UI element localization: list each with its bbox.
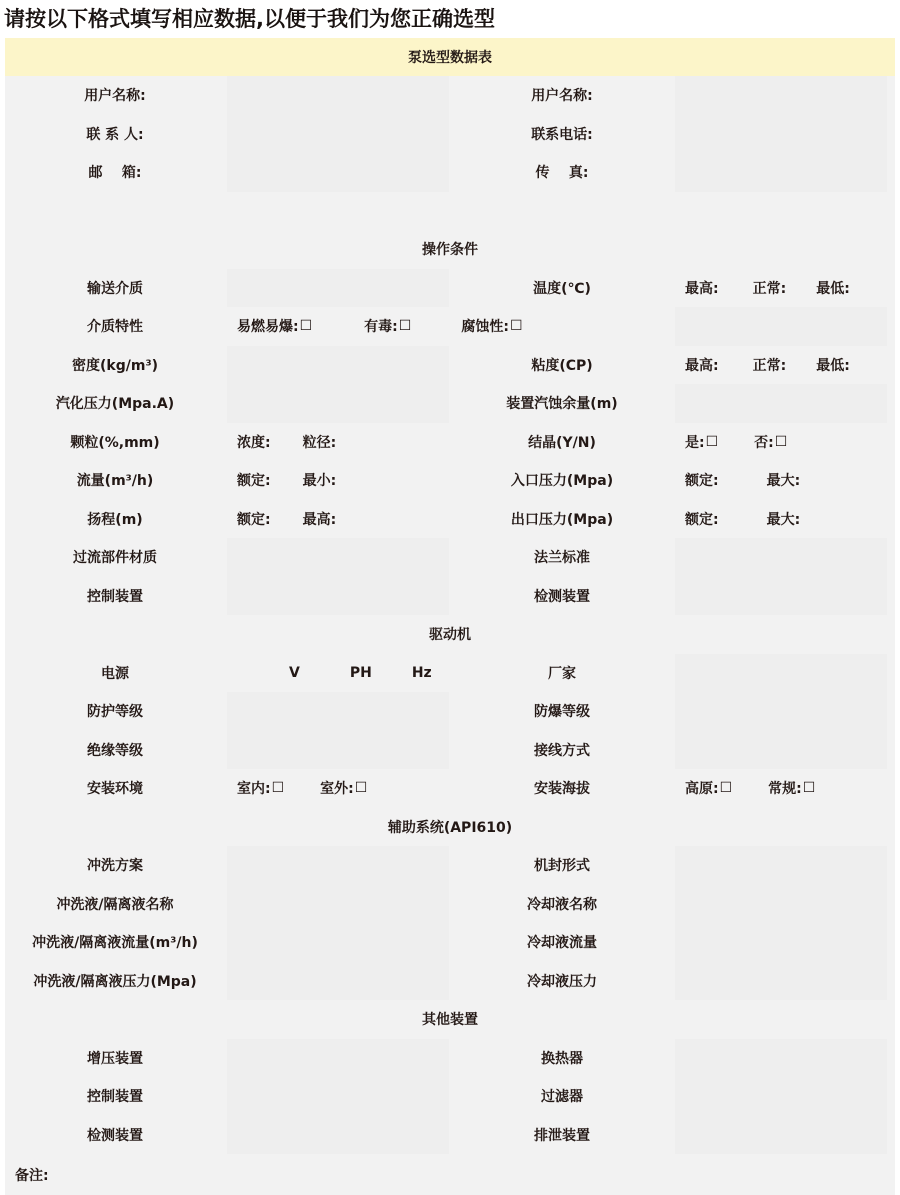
table-title: 泵选型数据表 (5, 38, 895, 76)
medium-label: 输送介质 (87, 280, 143, 297)
max-label: 最高: (685, 280, 719, 297)
flush-pressure-input[interactable] (227, 962, 449, 1001)
filter-input[interactable] (675, 1077, 887, 1116)
density-input[interactable] (227, 346, 449, 385)
corrosive-checkbox[interactable]: ☐ (509, 318, 523, 335)
flush-plan-input[interactable] (227, 846, 449, 885)
flush-pressure-label: 冲洗液/隔离液压力(Mpa) (33, 973, 197, 990)
protection-label: 防护等级 (87, 704, 143, 721)
table-row (5, 307, 895, 346)
inlet-pressure-values[interactable] (675, 461, 895, 500)
detection-label: 检测装置 (534, 588, 590, 605)
head-values[interactable] (227, 500, 449, 539)
environment-label: 安装环境 (87, 781, 143, 798)
outlet-pressure-label: 出口压力(Mpa) (510, 511, 614, 528)
rated-label: 额定: (685, 511, 719, 528)
flow-values[interactable] (227, 461, 449, 500)
contact-person-input[interactable] (227, 115, 449, 154)
maximum-label: 最大: (766, 473, 801, 490)
phone-label: 联系电话: (531, 126, 593, 143)
environment-options (227, 769, 449, 808)
flange-label: 法兰标准 (534, 550, 590, 567)
section-driver: 驱动机 (429, 627, 471, 644)
user-name-label: 用户名称: (84, 88, 146, 105)
wetted-material-input[interactable] (227, 538, 449, 577)
no-label: 否: (754, 434, 774, 451)
flush-name-label: 冲洗液/隔离液名称 (56, 896, 174, 913)
regular-label: 常规: (768, 781, 802, 798)
detection-input[interactable] (675, 577, 887, 616)
phone-input[interactable] (675, 115, 887, 154)
remark-label: 备注: (15, 1168, 49, 1184)
corrosive-label: 腐蚀性: (461, 319, 509, 336)
table-row (5, 1116, 895, 1155)
npsh-label: 装置汽蚀余量(m) (506, 396, 618, 413)
email-input[interactable] (227, 153, 449, 192)
yes-checkbox[interactable]: ☐ (705, 433, 719, 450)
rated-label: 额定: (237, 511, 271, 528)
drain-input[interactable] (675, 1116, 887, 1155)
booster-input[interactable] (227, 1039, 449, 1078)
section-operating: 操作条件 (422, 242, 478, 259)
altitude-options (675, 769, 895, 808)
density-label: 密度(kg/m³) (72, 357, 158, 374)
highest-label: 最高: (302, 511, 337, 528)
outdoor-checkbox[interactable]: ☐ (354, 780, 368, 797)
power-values[interactable] (227, 654, 449, 693)
rated-label: 额定: (237, 473, 271, 490)
normal-label: 正常: (752, 280, 787, 297)
section-other: 其他装置 (422, 1012, 478, 1029)
table-row (5, 885, 895, 924)
hertz-label: Hz (411, 664, 432, 681)
no-checkbox[interactable]: ☐ (774, 433, 788, 450)
medium-props-extra (675, 307, 887, 346)
table-row (5, 115, 895, 154)
head-label: 扬程(m) (87, 511, 143, 528)
medium-props-label: 介质特性 (87, 319, 143, 336)
table-row (5, 76, 895, 115)
phase-label: PH (349, 664, 372, 681)
coolant-pressure-label: 冷却液压力 (527, 973, 597, 990)
table-row (5, 1039, 895, 1078)
table-row (5, 269, 895, 308)
min-label: 最低: (816, 280, 850, 297)
crystal-options (675, 423, 895, 462)
heat-exchanger-input[interactable] (675, 1039, 887, 1078)
table-row (5, 923, 895, 962)
table-row (5, 846, 895, 885)
indoor-checkbox[interactable]: ☐ (271, 780, 285, 797)
temperature-values[interactable] (675, 269, 895, 308)
table-row (5, 1077, 895, 1116)
manufacturer-input[interactable] (675, 654, 887, 693)
table-row (5, 577, 895, 616)
particle-values[interactable] (227, 423, 449, 462)
npsh-input[interactable] (675, 384, 887, 423)
flange-input[interactable] (675, 538, 887, 577)
table-row (5, 153, 895, 192)
protection-input[interactable] (227, 692, 449, 731)
flow-label: 流量(m³/h) (76, 473, 154, 490)
flammable-label: 易燃易爆: (237, 319, 299, 336)
booster-label: 增压装置 (87, 1050, 143, 1067)
flush-plan-label: 冲洗方案 (87, 858, 143, 875)
wetted-material-label: 过流部件材质 (73, 550, 157, 567)
explosion-label: 防爆等级 (534, 704, 590, 721)
table-row (5, 461, 895, 500)
plateau-checkbox[interactable]: ☐ (719, 780, 733, 797)
regular-checkbox[interactable]: ☐ (802, 780, 816, 797)
other-detection-label: 检测装置 (87, 1127, 143, 1144)
particle-size-label: 粒径: (302, 434, 337, 451)
contact-person-label: 联 系 人: (86, 126, 144, 143)
table-row (5, 346, 895, 385)
wiring-label: 接线方式 (534, 742, 590, 759)
section-auxiliary: 辅助系统(API610) (387, 819, 513, 836)
particle-label: 颗粒(%,mm) (70, 434, 160, 451)
table-row (5, 654, 895, 693)
outdoor-label: 室外: (320, 781, 354, 798)
plateau-label: 高原: (685, 781, 719, 798)
normal-label: 正常: (752, 357, 787, 374)
page-title: 请按以下格式填写相应数据,以便于我们为您正确选型 (4, 7, 495, 31)
seal-type-input[interactable] (675, 846, 887, 885)
table-row (5, 731, 895, 770)
medium-input[interactable] (227, 269, 449, 308)
viscosity-values[interactable] (675, 346, 895, 385)
insulation-input[interactable] (227, 731, 449, 770)
other-detection-input[interactable] (227, 1116, 449, 1155)
table-row (5, 500, 895, 539)
heat-exchanger-label: 换热器 (541, 1050, 583, 1067)
table-row (5, 384, 895, 423)
maximum-label: 最大: (766, 511, 801, 528)
coolant-flow-input[interactable] (675, 923, 887, 962)
wiring-input[interactable] (675, 731, 887, 770)
temperature-label: 温度(℃) (533, 280, 591, 297)
min-label: 最低: (816, 357, 850, 374)
table-row (5, 538, 895, 577)
control-input[interactable] (227, 577, 449, 616)
other-control-input[interactable] (227, 1077, 449, 1116)
vapor-pressure-label: 汽化压力(Mpa.A) (55, 396, 175, 413)
table-row (5, 962, 895, 1001)
user-name-label-2: 用户名称: (531, 88, 593, 105)
inlet-pressure-label: 入口压力(Mpa) (510, 473, 614, 490)
outlet-pressure-values[interactable] (675, 500, 895, 539)
minimum-label: 最小: (302, 473, 337, 490)
vapor-pressure-input[interactable] (227, 384, 449, 423)
volt-label: V (289, 664, 300, 681)
coolant-flow-label: 冷却液流量 (527, 935, 597, 952)
user-name-input[interactable] (227, 76, 449, 115)
flush-flow-label: 冲洗液/隔离液流量(m³/h) (32, 935, 198, 952)
control-label: 控制装置 (87, 588, 143, 605)
power-label: 电源 (101, 665, 129, 682)
indoor-label: 室内: (237, 781, 271, 798)
coolant-pressure-input[interactable] (675, 962, 887, 1001)
user-name-input-2[interactable] (675, 76, 887, 115)
table-row (5, 692, 895, 731)
concentration-label: 浓度: (237, 434, 271, 451)
flammable-checkbox[interactable]: ☐ (299, 318, 313, 335)
toxic-checkbox[interactable]: ☐ (398, 318, 412, 335)
coolant-name-label: 冷却液名称 (527, 896, 597, 913)
viscosity-label: 粘度(CP) (531, 357, 593, 374)
insulation-label: 绝缘等级 (87, 742, 143, 759)
flush-name-input[interactable] (227, 885, 449, 924)
manufacturer-label: 厂家 (548, 665, 576, 682)
toxic-label: 有毒: (364, 319, 398, 336)
altitude-label: 安装海拔 (534, 781, 590, 798)
fax-input[interactable] (675, 153, 887, 192)
max-label: 最高: (685, 357, 719, 374)
fax-label: 传 真: (535, 165, 589, 182)
yes-label: 是: (685, 434, 705, 451)
other-control-label: 控制装置 (87, 1089, 143, 1106)
table-row (5, 769, 895, 808)
pump-selection-form (5, 38, 895, 1195)
medium-props-options (227, 307, 727, 346)
filter-label: 过滤器 (541, 1089, 583, 1106)
flush-flow-input[interactable] (227, 923, 449, 962)
explosion-input[interactable] (675, 692, 887, 731)
table-row (5, 423, 895, 462)
email-label: 邮 箱: (88, 165, 142, 182)
rated-label: 额定: (685, 473, 719, 490)
seal-type-label: 机封形式 (534, 858, 590, 875)
drain-label: 排泄装置 (534, 1127, 590, 1144)
crystal-label: 结晶(Y/N) (528, 434, 596, 451)
coolant-name-input[interactable] (675, 885, 887, 924)
